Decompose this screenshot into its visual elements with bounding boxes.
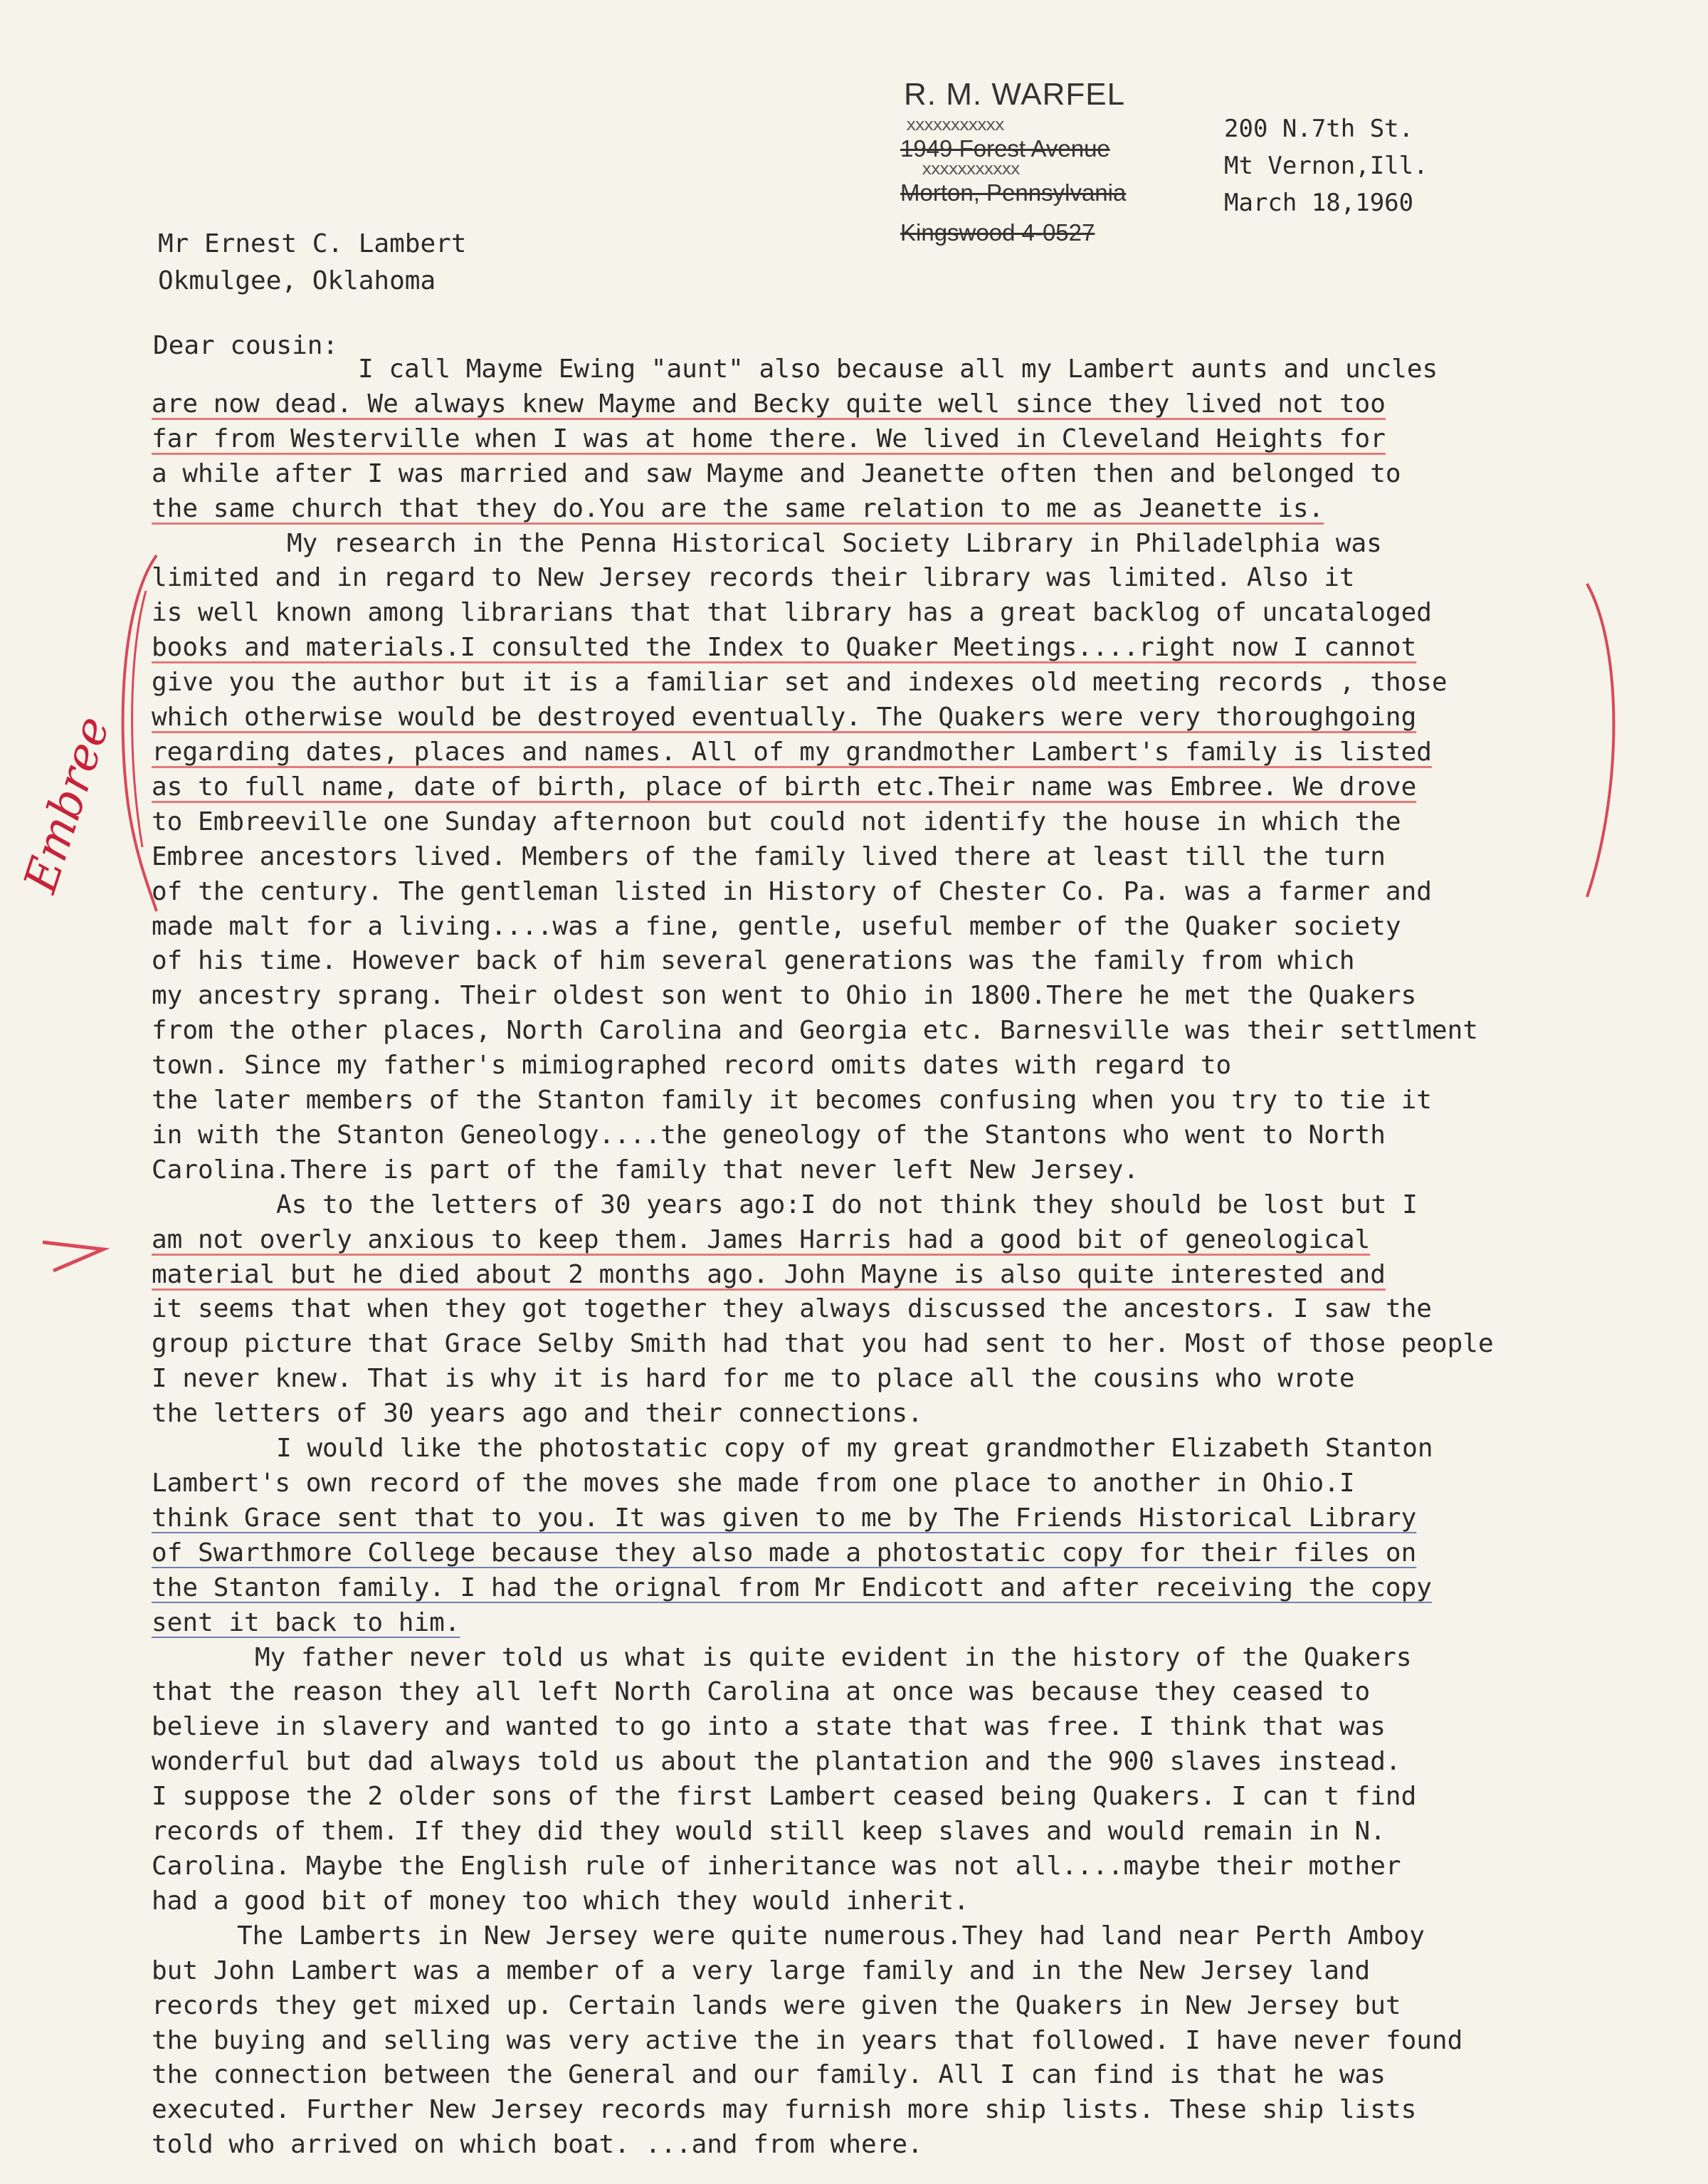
body-line: as to full name, date of birth, place of birth etc.Their name was Embree. We drove: [152, 772, 1417, 802]
body-line: the same church that they do.You are the same relation to me as Jeanette is.: [152, 493, 1324, 523]
body-line: I call Mayme Ewing "aunt" also because all my Lambert aunts and uncles: [358, 355, 1438, 384]
letterhead: [900, 77, 1213, 246]
body-line: The Lamberts in New Jersey were quite numerous.They had land near Perth Amboy: [237, 1921, 1425, 1951]
letter-body: [152, 352, 1646, 2163]
salutation: Dear cousin:: [153, 331, 339, 360]
body-line: My father never told us what is quite evident in the history of the Quakers: [255, 1642, 1412, 1672]
body-line: group picture that Grace Selby Smith had that you had sent to her. Most of those people: [152, 1329, 1494, 1359]
body-line: which otherwise would be destroyed eventually. The Quakers were very thoroughgoing: [152, 703, 1417, 733]
recipient-address: [158, 226, 466, 300]
body-line: am not overly anxious to keep them. James Harris had a good bit of geneological: [152, 1224, 1371, 1254]
body-line: the later members of the Stanton family it becomes confusing when you try to tie it: [152, 1086, 1432, 1115]
body-line: believe in slavery and wanted to go into a state that was free. I think that was: [152, 1712, 1386, 1742]
body-line: executed. Further New Jersey records may furnish more ship lists. These ship lists: [152, 2095, 1417, 2125]
body-line: the buying and selling was very active the in years that followed. I have never found: [152, 2025, 1463, 2055]
body-line: in with the Stanton Geneology....the geneology of the Stantons who went to North: [152, 1120, 1386, 1150]
body-line: Carolina.There is part of the family that never left New Jersey.: [152, 1155, 1139, 1185]
letterhead-city: Morton, Pennsylvania: [900, 179, 1127, 206]
recipient-city: Okmulgee, Oklahoma: [158, 266, 436, 295]
body-line: town. Since my father's mimiographed record omits dates with regard to: [152, 1051, 1232, 1081]
body-line: made malt for a living....was a fine, gentle, useful member of the Quaker society: [152, 911, 1401, 941]
body-line: are now dead. We always knew Mayme and Becky quite well since they lived not too: [152, 389, 1386, 419]
body-line: it seems that when they got together they always discussed the ancestors. I saw the: [152, 1294, 1432, 1324]
body-line: wonderful but dad always told us about the plantation and the 900 slaves instead.: [152, 1747, 1401, 1777]
body-line: the connection between the General and our family. All I can find is that he was: [152, 2060, 1386, 2090]
body-line: of Swarthmore College because they also made a photostatic copy for their files on: [152, 1538, 1417, 1568]
body-line: give you the author but it is a familiar set and indexes old meeting records , those: [152, 668, 1448, 698]
body-line: regarding dates, places and names. All of my grandmother Lambert's family is listed: [152, 737, 1432, 767]
strikeout-xs: xxxxxxxxxxx: [922, 159, 1019, 179]
body-line: a while after I was married and saw Mayme and Jeanette often then and belonged to: [152, 458, 1401, 488]
body-line: had a good bit of money too which they would inherit.: [152, 1886, 969, 1916]
body-line: is well known among librarians that that library has a great backlog of uncataloged: [152, 598, 1432, 628]
body-line: think Grace sent that to you. It was given to me by The Friends Historical Library: [152, 1503, 1417, 1533]
red-pencil-arrow-icon: [39, 1235, 110, 1278]
handwritten-margin-note: Embree: [14, 710, 121, 899]
body-line: far from Westerville when I was at home there. We lived in Cleveland Heights for: [152, 424, 1386, 453]
body-line: my ancestry sprang. Their oldest son went to Ohio in 1800.There he met the Quakers: [152, 981, 1417, 1011]
body-line: My research in the Penna Historical Society Library in Philadelphia was: [287, 528, 1382, 558]
body-line: but John Lambert was a member of a very large family and in the New Jersey land: [152, 1955, 1371, 1985]
letterhead-street: 1949 Forest Avenue: [900, 135, 1110, 162]
body-line: Lambert's own record of the moves she made from one place to another in Ohio.I: [152, 1469, 1355, 1498]
body-line: sent it back to him.: [152, 1607, 460, 1637]
body-line: material but he died about 2 months ago. John Mayne is also quite interested and: [152, 1259, 1386, 1289]
red-pencil-bracket-left: [114, 548, 164, 918]
letterhead-phone: Kingswood 4-0527: [900, 219, 1095, 246]
body-line: I would like the photostatic copy of my great grandmother Elizabeth Stanton: [276, 1434, 1433, 1464]
sender-city: Mt Vernon,Ill.: [1224, 152, 1428, 180]
body-line: from the other places, North Carolina and Georgia etc. Barnesville was their settlment: [152, 1016, 1478, 1046]
body-line: to Embreeville one Sunday afternoon but could not identify the house in which the: [152, 807, 1401, 836]
body-line: that the reason they all left North Carolina at once was because they ceased to: [152, 1677, 1371, 1707]
body-line: Carolina. Maybe the English rule of inheritance was not all....maybe their mother: [152, 1851, 1401, 1881]
body-line: told who arrived on which boat. ...and from where.: [152, 2130, 923, 2160]
body-line: I suppose the 2 older sons of the first Lambert ceased being Quakers. I can t find: [152, 1782, 1417, 1812]
body-line: As to the letters of 30 years ago:I do not think they should be lost but I: [276, 1190, 1418, 1219]
body-line: records they get mixed up. Certain lands were given the Quakers in New Jersey but: [152, 1990, 1401, 2020]
recipient-name: Mr Ernest C. Lambert: [158, 229, 467, 258]
body-line: of the century. The gentleman listed in History of Chester Co. Pa. was a farmer and: [152, 876, 1432, 906]
body-line: books and materials.I consulted the Index to Quaker Meetings....right now I cannot: [152, 633, 1417, 663]
body-line: Embree ancestors lived. Members of the family lived there at least till the turn: [152, 841, 1386, 871]
body-line: of his time. However back of him several generations was the family from which: [152, 946, 1355, 976]
sender-street: 200 N.7th St.: [1224, 115, 1414, 143]
red-pencil-bracket-right: [1580, 577, 1630, 904]
body-line: limited and in regard to New Jersey records their library was limited. Also it: [152, 563, 1355, 593]
body-line: I never knew. That is why it is hard for me to place all the cousins who wrote: [152, 1364, 1355, 1394]
letter-date: March 18,1960: [1224, 189, 1414, 217]
sender-address: [1224, 110, 1428, 221]
strikeout-xs: xxxxxxxxxxx: [906, 115, 1003, 135]
body-line: the Stanton family. I had the orignal from Mr Endicott and after receiving the copy: [152, 1573, 1432, 1602]
body-line: the letters of 30 years ago and their connections.: [152, 1399, 923, 1429]
letterhead-name: R. M. WARFEL: [904, 77, 1126, 112]
body-line: records of them. If they did they would still keep slaves and would remain in N.: [152, 1817, 1386, 1847]
